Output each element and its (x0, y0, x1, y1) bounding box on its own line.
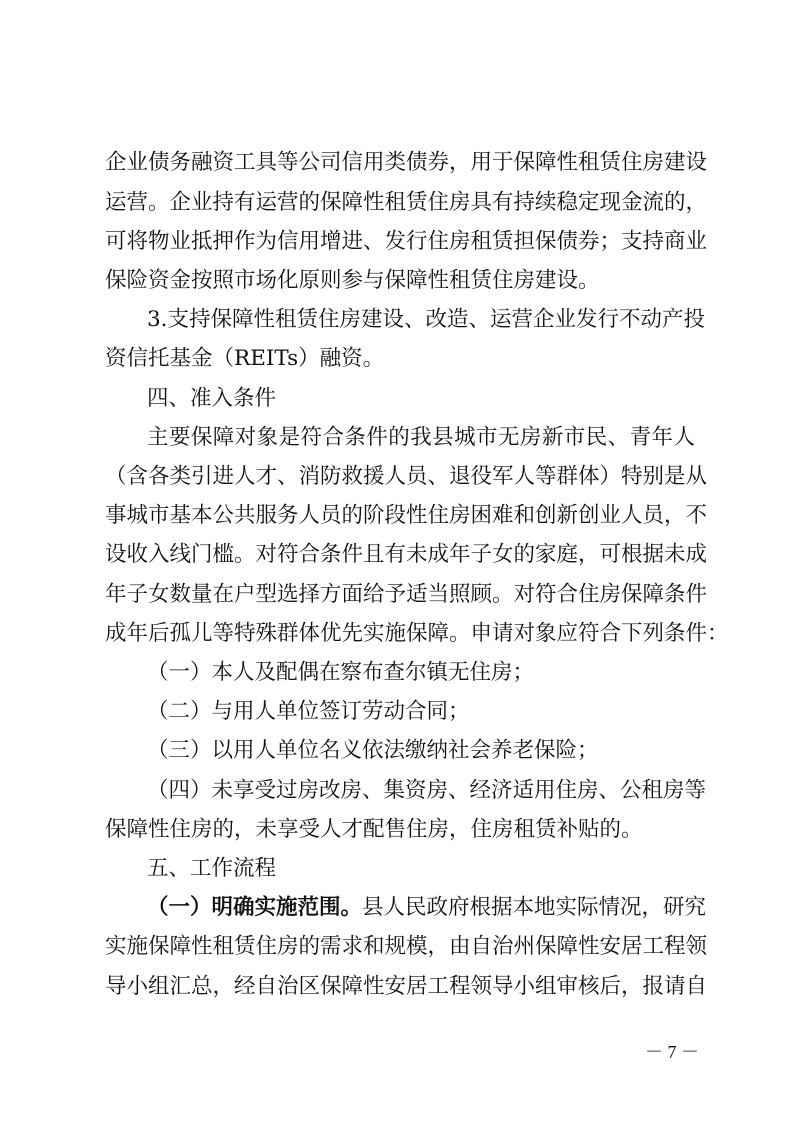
body-line: 可将物业抵押作为信用增进、发行住房租赁担保债券；支持商业 (105, 229, 708, 254)
list-item: （四）未享受过房改房、集资房、经济适用住房、公租房等 (147, 778, 707, 803)
body-line: 主要保障对象是符合条件的我县城市无房新市民、青年人 (147, 425, 695, 450)
bold-lead-in: （一）明确实施范围。 (147, 895, 363, 920)
body-line: 资信托基金（REITs）融资。 (105, 346, 385, 371)
body-line: 保障性住房的，未享受人才配售住房，住房租赁补贴的。 (105, 817, 643, 842)
section-heading: 五、工作流程 (147, 856, 277, 881)
list-item: （二）与用人单位签订劳动合同； (147, 699, 470, 724)
body-line: 成年后孤儿等特殊群体优先实施保障。申请对象应符合下列条件： (105, 621, 729, 646)
body-line: 实施保障性租赁住房的需求和规模，由自治州保障性安居工程领 (105, 934, 708, 959)
section-heading: 四、准入条件 (147, 386, 277, 411)
body-line: 保险资金按照市场化原则参与保障性租赁住房建设。 (105, 268, 600, 293)
page-number: － 7 － (645, 1042, 699, 1062)
body-line: 年子女数量在户型选择方面给予适当照顾。对符合住房保障条件 (105, 582, 708, 607)
body-line (147, 893, 707, 923)
body-line: 3.支持保障性租赁住房建设、改造、运营企业发行不动产投 (147, 307, 706, 332)
body-line: 运营。企业持有运营的保障性租赁住房具有持续稳定现金流的， (105, 190, 708, 215)
body-line: 企业债务融资工具等公司信用类债券，用于保障性租赁住房建设 (105, 150, 708, 175)
body-line: 设收入线门槛。对符合条件且有未成年子女的家庭，可根据未成 (105, 542, 708, 567)
body-text: 县人民政府根据本地实际情况，研究 (362, 895, 707, 920)
list-item: （一）本人及配偶在察布查尔镇无住房； (147, 660, 535, 685)
list-item: （三）以用人单位名义依法缴纳社会养老保险； (147, 738, 599, 763)
body-line: （含各类引进人才、消防救援人员、退役军人等群体）特别是从 (105, 464, 708, 489)
body-line: 导小组汇总，经自治区保障性安居工程领导小组审核后，报请自 (105, 974, 708, 999)
body-line: 事城市基本公共服务人员的阶段性住房困难和创新创业人员，不 (105, 503, 708, 528)
